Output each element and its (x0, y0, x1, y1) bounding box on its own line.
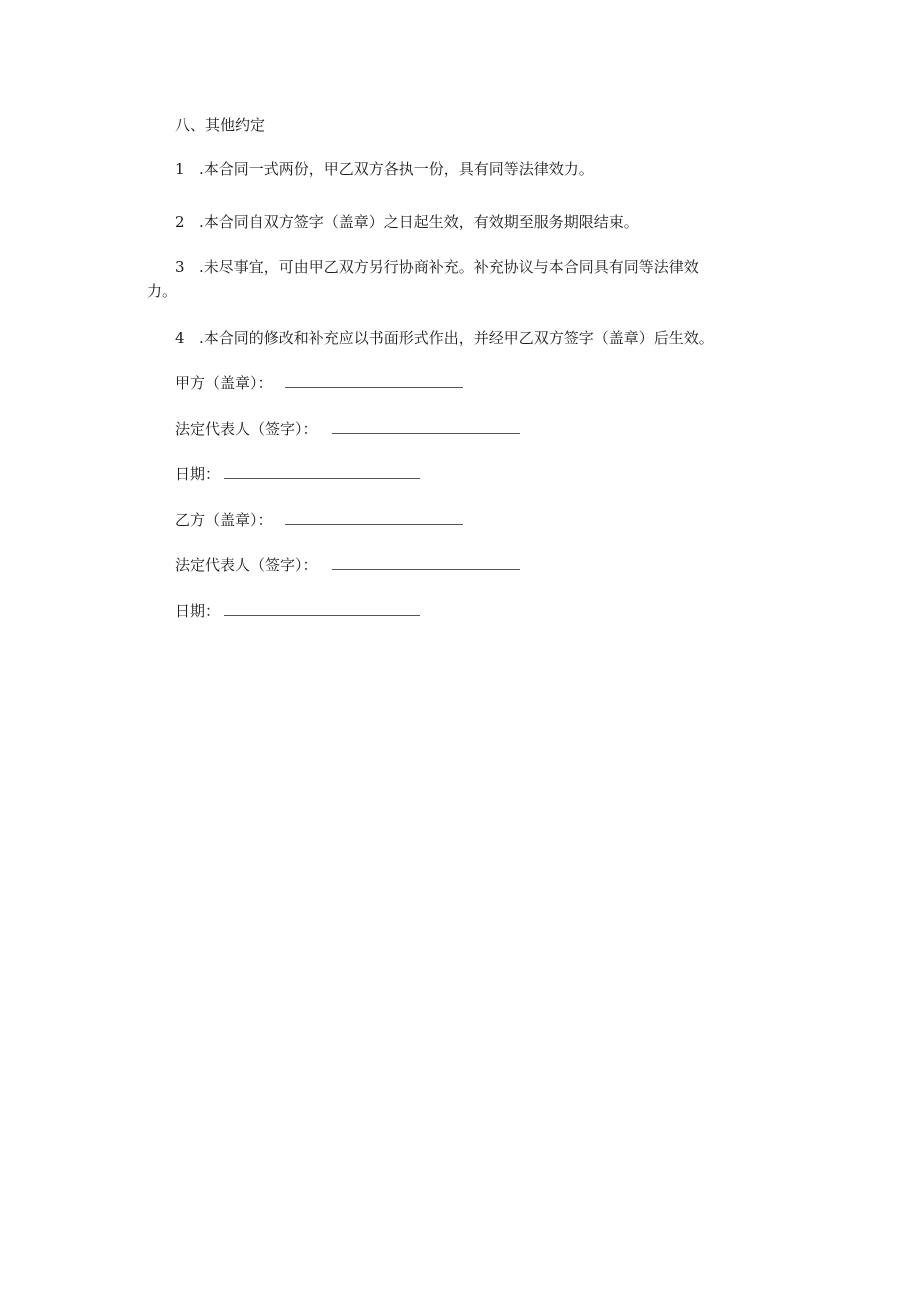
clause-3 (147, 255, 787, 303)
clause-2 (175, 210, 639, 234)
party-b-seal-row (175, 508, 463, 532)
clause-number: 2 (175, 213, 185, 231)
clause-text: .本合同的修改和补充应以书面形式作出，并经甲乙双方签字（盖章）后生效。 (199, 329, 714, 347)
party-b-date-field[interactable] (224, 601, 420, 616)
clause-text: .本合同一式两份，甲乙双方各执一份，具有同等法律效力。 (199, 160, 594, 178)
party-a-rep-row (175, 417, 520, 441)
party-b-rep-label: 法定代表人（签字）： (175, 556, 318, 574)
clause-number: 4 (175, 329, 185, 347)
party-a-rep-label: 法定代表人（签字）： (175, 420, 318, 438)
party-a-seal-field[interactable] (285, 373, 463, 388)
party-b-rep-row (175, 553, 520, 577)
clause-number: 1 (175, 160, 185, 178)
party-b-seal-label: 乙方（盖章）： (175, 511, 273, 529)
party-a-date-field[interactable] (224, 464, 420, 479)
party-b-rep-field[interactable] (332, 555, 520, 570)
party-a-date-row (175, 462, 420, 486)
section-heading: 八、其他约定 (175, 116, 266, 134)
clause-text: .本合同自双方签字（盖章）之日起生效，有效期至服务期限结束。 (199, 213, 639, 231)
clause-1 (175, 157, 594, 181)
clause-number: 3 (175, 258, 185, 276)
clause-text-continuation: 力。 (147, 282, 178, 300)
party-b-date-row (175, 599, 420, 623)
clause-4 (175, 326, 714, 350)
party-a-seal-row (175, 371, 463, 395)
party-a-date-label: 日期： (175, 465, 221, 483)
party-a-rep-field[interactable] (332, 419, 520, 434)
party-b-date-label: 日期： (175, 602, 221, 620)
party-a-seal-label: 甲方（盖章）： (175, 374, 273, 392)
clause-text: .未尽事宜，可由甲乙双方另行协商补充。补充协议与本合同具有同等法律效 (199, 258, 699, 276)
party-b-seal-field[interactable] (285, 510, 463, 525)
